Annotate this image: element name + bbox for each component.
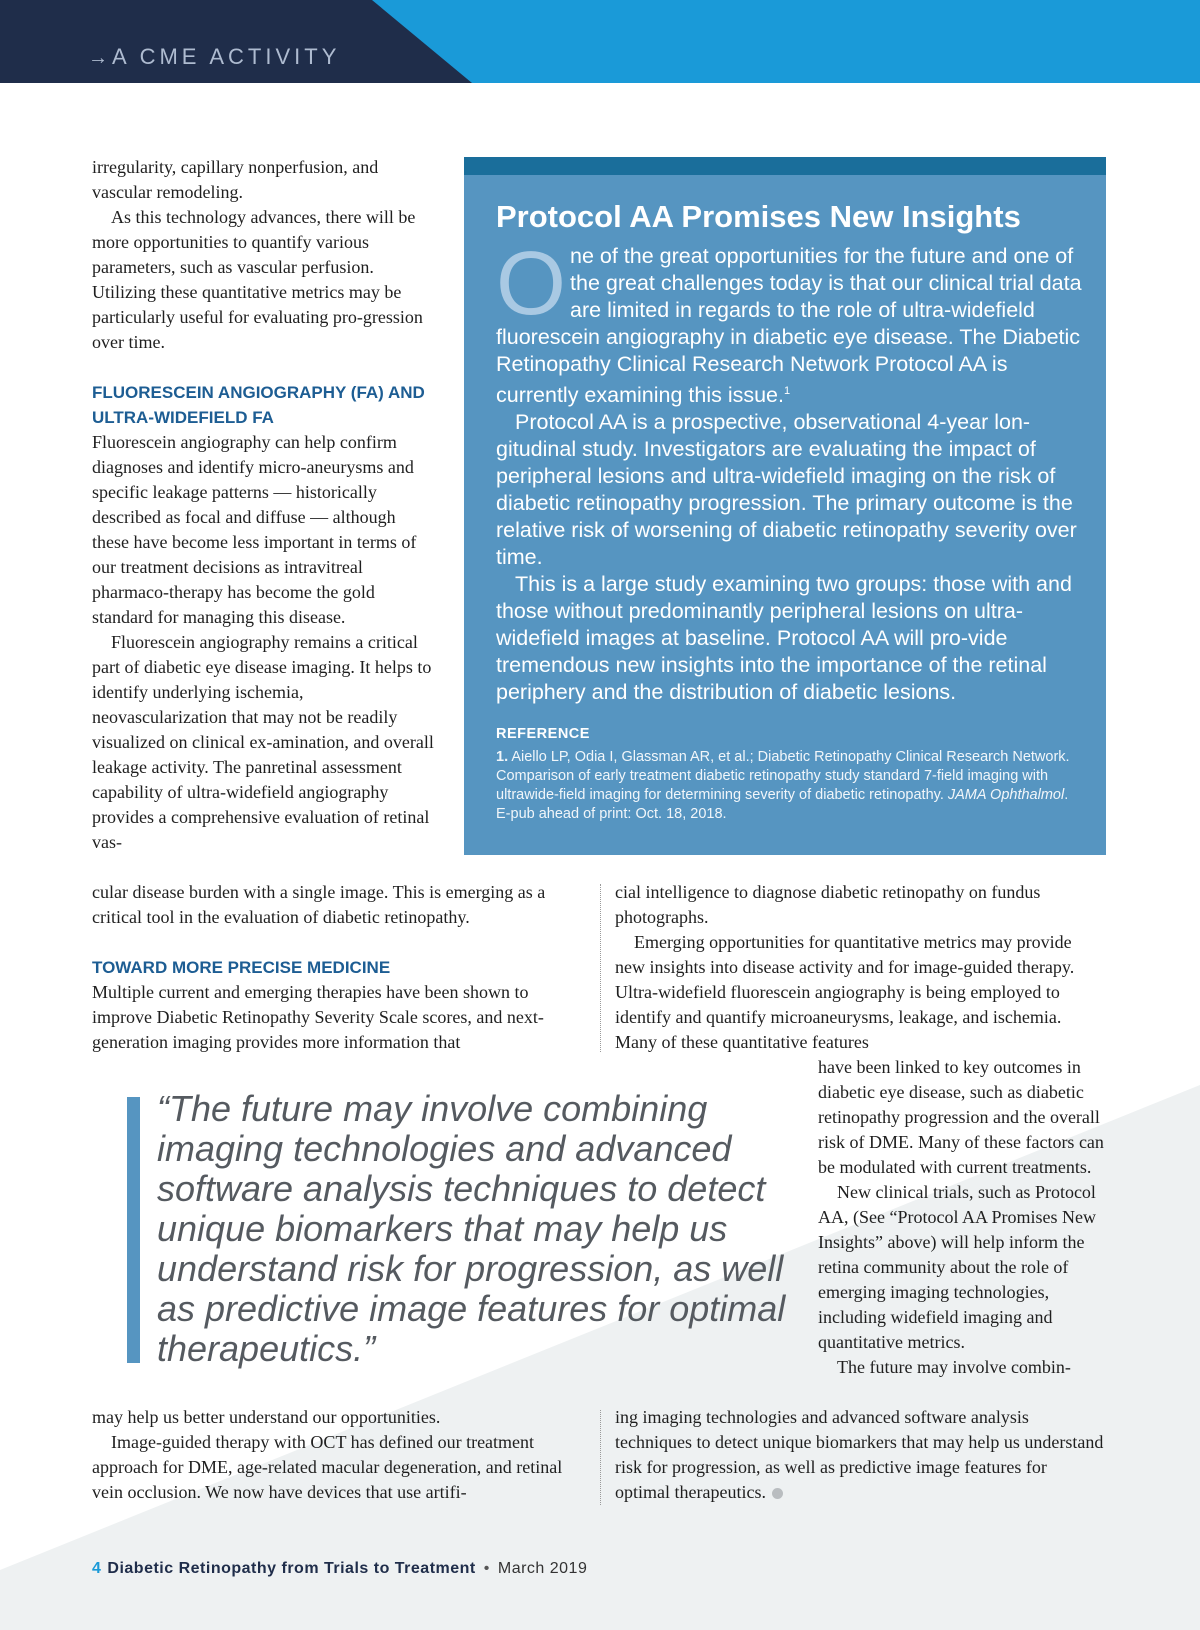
- paragraph: may help us better understand our opportunities.: [92, 1407, 441, 1427]
- arrow-right-icon: →: [88, 47, 108, 69]
- section-heading: TOWARD MORE PRECISE MEDICINE: [92, 958, 391, 977]
- reference-heading: REFERENCE: [496, 726, 590, 743]
- section-label-text: A CME ACTIVITY: [112, 44, 341, 69]
- sidebar-box: [464, 157, 1106, 855]
- paragraph: Multiple current and emerging therapies have been shown to improve Diabetic Retinopathy Severity Scale scores, and next-generation imaging provides more information that: [92, 982, 544, 1052]
- issue-date: March 2019: [497, 1560, 588, 1577]
- right-column: [615, 880, 1105, 1055]
- reference-text: Aiello LP, Odia I, Glassman AR, et al.; Diabetic Retinopathy Clinical Research Network. Comparison of early treatment diabetic retinopathy study standard 7-field imaging with ultrawide-field imaging for determining severity of diabetic retinopathy.: [496, 749, 1070, 804]
- header-band: [0, 0, 1200, 83]
- paragraph: ing imaging technologies and advanced software analysis techniques to detect unique biomarkers that may help us understand risk for progression, as well as predictive image features for optimal therapeutics.: [615, 1407, 1104, 1502]
- column-divider: [600, 884, 601, 1052]
- sidebar-paragraph: ne of the great opportunities for the future and one of the great challenges today is that our clinical trial data are limited in regards to the role of ultra-widefield fluorescein angiography in diabetic eye disease. The Diabetic Retinopathy Clinical Research Network Protocol AA is currently examining this issue.: [496, 244, 1082, 408]
- column-divider: [600, 1410, 601, 1505]
- paragraph: cial intelligence to diagnose diabetic retinopathy on fundus photographs.: [615, 882, 1041, 927]
- section-heading: FLUORESCEIN ANGIOGRAPHY (FA) AND ULTRA-WIDEFIELD FA: [92, 383, 425, 427]
- page-footer: [92, 1560, 587, 1578]
- left-column-lower: [92, 880, 578, 1055]
- drop-cap: O: [496, 234, 567, 334]
- sidebar-paragraph: This is a large study examining two groups: those with and those without predominantly peripheral lesions on ultra-widefield images at baseline. Protocol AA will pro-vide tremendous new insights into the importance of the retinal periphery and the distribution of diabetic lesions.: [496, 572, 1072, 705]
- paragraph: The future may involve combin-: [837, 1357, 1071, 1377]
- section-label: [88, 44, 340, 70]
- reference-number: 1.: [496, 749, 509, 766]
- paragraph: Image-guided therapy with OCT has defined our treatment approach for DME, age-related macular degeneration, and retinal vein occlusion. We now have devices that use artifi-: [92, 1432, 563, 1502]
- end-mark-icon: [772, 1488, 783, 1499]
- right-narrow-column: [818, 1055, 1108, 1380]
- paragraph: Fluorescein angiography can help confirm diagnoses and identify micro-aneurysms and specific leakage patterns — historically described as focal and diffuse — although these have become less important in terms of our treatment decisions as intravitreal pharmaco-therapy has become the gold standard for managing this disease.: [92, 432, 417, 627]
- paragraph: have been linked to key outcomes in diabetic eye disease, such as diabetic retinopathy progression and the overall risk of DME. Many of these factors can be modulated with current treatments.: [818, 1057, 1104, 1177]
- paragraph: As this technology advances, there will be more opportunities to quantify various parameters, such as vascular perfusion. Utilizing these quantitative metrics may be particularly useful for evaluating pro-gression over time.: [92, 207, 423, 352]
- bottom-left-column: [92, 1405, 588, 1505]
- footer-separator: •: [483, 1560, 490, 1577]
- sidebar-paragraph: Protocol AA is a prospective, observational 4-year lon-gitudinal study. Investigators are evaluating the impact of peripheral lesions and ultra-widefield imaging on the risk of diabetic retinopathy progression. The primary outcome is the relative risk of worsening of diabetic retinopathy severity over time.: [496, 410, 1077, 570]
- sidebar-title: Protocol AA Promises New Insights: [496, 199, 1021, 234]
- page-number: 4: [92, 1560, 102, 1577]
- header-dark-panel: [0, 0, 1200, 83]
- reference-entry: [496, 748, 1086, 824]
- paragraph: cular disease burden with a single image. This is emerging as a critical tool in the evaluation of diabetic retinopathy.: [92, 882, 546, 927]
- footnote-marker: 1: [783, 385, 791, 397]
- paragraph: Emerging opportunities for quantitative metrics may provide new insights into disease activity and for image-guided therapy. Ultra-widefield fluorescein angiography is being employed to identify and quantify microaneurysms, leakage, and ischemia. Many of these quantitative features: [615, 932, 1075, 1052]
- paragraph: New clinical trials, such as Protocol AA, (See “Protocol AA Promises New Insights” above) will help inform the retina community about the role of emerging imaging technologies, including widefield imaging and quantitative metrics.: [818, 1182, 1096, 1352]
- paragraph: Fluorescein angiography remains a critical part of diabetic eye disease imaging. It helps to identify underlying ischemia, neovascularization that may not be readily visualized on clinical ex-amination, and overall leakage activity. The panretinal assessment capability of ultra-widefield angiography provides a comprehensive evaluation of retinal vas-: [92, 632, 434, 852]
- sidebar-content: [496, 199, 1086, 824]
- reference-tail: . E-pub ahead of print: Oct. 18, 2018.: [496, 787, 1069, 823]
- paragraph: irregularity, capillary nonperfusion, and vascular remodeling.: [92, 157, 379, 202]
- sidebar-top-bar: [464, 157, 1106, 175]
- reference-journal: JAMA Ophthalmol: [947, 787, 1065, 804]
- pull-quote-bar: [127, 1097, 140, 1363]
- bottom-right-column: [615, 1405, 1105, 1505]
- publication-title: Diabetic Retinopathy from Trials to Treatment: [107, 1560, 476, 1577]
- left-column: [92, 155, 437, 855]
- pull-quote: “The future may involve combining imaging technologies and advanced software analysis techniques to detect unique biomarkers that may help us understand risk for progression, as well as predictive image features for optimal therapeutics.”: [157, 1088, 786, 1369]
- sidebar-body: [496, 234, 1086, 706]
